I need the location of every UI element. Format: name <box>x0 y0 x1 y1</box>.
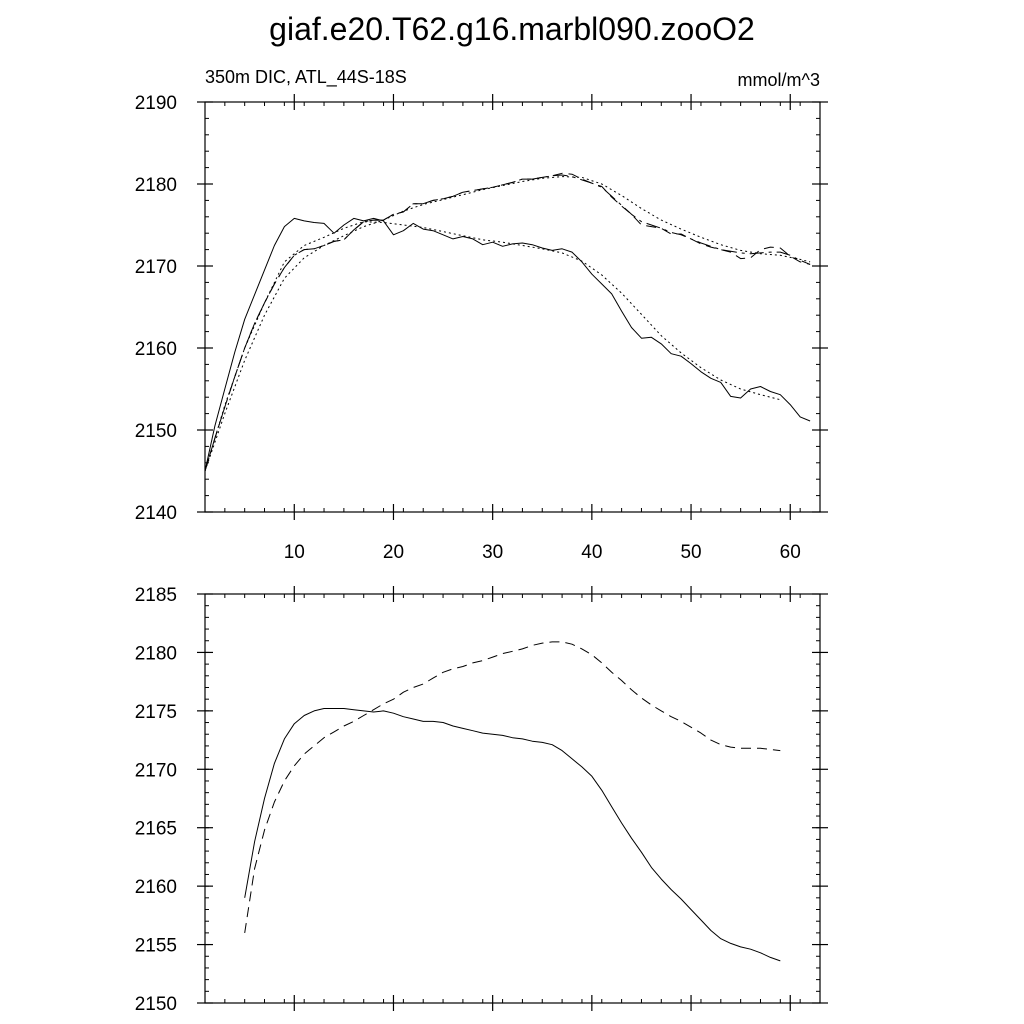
panel1-y-tick-label: 2150 <box>134 421 177 442</box>
panel2-y-tick-label: 2160 <box>134 877 177 899</box>
panel2-y-tick-label: 2170 <box>134 760 177 782</box>
panel1-y-tick-label: 2140 <box>134 503 177 524</box>
panel2-series-1-line <box>245 709 781 961</box>
panel1-series-5-line <box>205 177 810 471</box>
panel2-series-2-line <box>245 642 781 933</box>
panel1-left-string: 350m DIC, ATL_44S-18S <box>205 67 407 87</box>
panel1-y-tick-label: 2160 <box>134 339 177 360</box>
panel1-x-tick-label: 60 <box>779 542 801 563</box>
panel2-y-tick-label: 2175 <box>134 701 177 723</box>
panel1-x-tick-label: 50 <box>680 542 702 563</box>
panel1-series-2-line <box>205 173 810 471</box>
panel1-plot-frame <box>205 102 820 512</box>
panel2-y-tick-label: 2165 <box>134 818 177 840</box>
panel-1 <box>135 93 828 563</box>
panel1-units: mmol/m^3 <box>737 70 820 90</box>
panel2-y-tick-label: 2150 <box>134 994 177 1015</box>
panel1-series-1-line <box>205 218 810 471</box>
chart-title: giaf.e20.T62.g16.marbl090.zooO2 <box>269 11 755 47</box>
panel1-series-3-line <box>205 175 810 471</box>
panel1-y-tick-label: 2180 <box>134 175 177 196</box>
panel2-y-tick-label: 2180 <box>134 643 177 665</box>
panel2-y-tick-label: 2155 <box>134 935 177 957</box>
panel1-x-tick-label: 20 <box>382 542 405 563</box>
panel1-y-tick-label: 2190 <box>134 93 177 114</box>
panel2-y-tick-label: 2185 <box>134 585 177 606</box>
panel1-x-tick-label: 40 <box>581 542 603 563</box>
panel1-x-tick-label: 30 <box>482 542 504 563</box>
panel1-y-tick-label: 2170 <box>134 257 177 278</box>
panel-2 <box>135 585 828 1015</box>
panel1-x-tick-label: 10 <box>283 542 305 563</box>
